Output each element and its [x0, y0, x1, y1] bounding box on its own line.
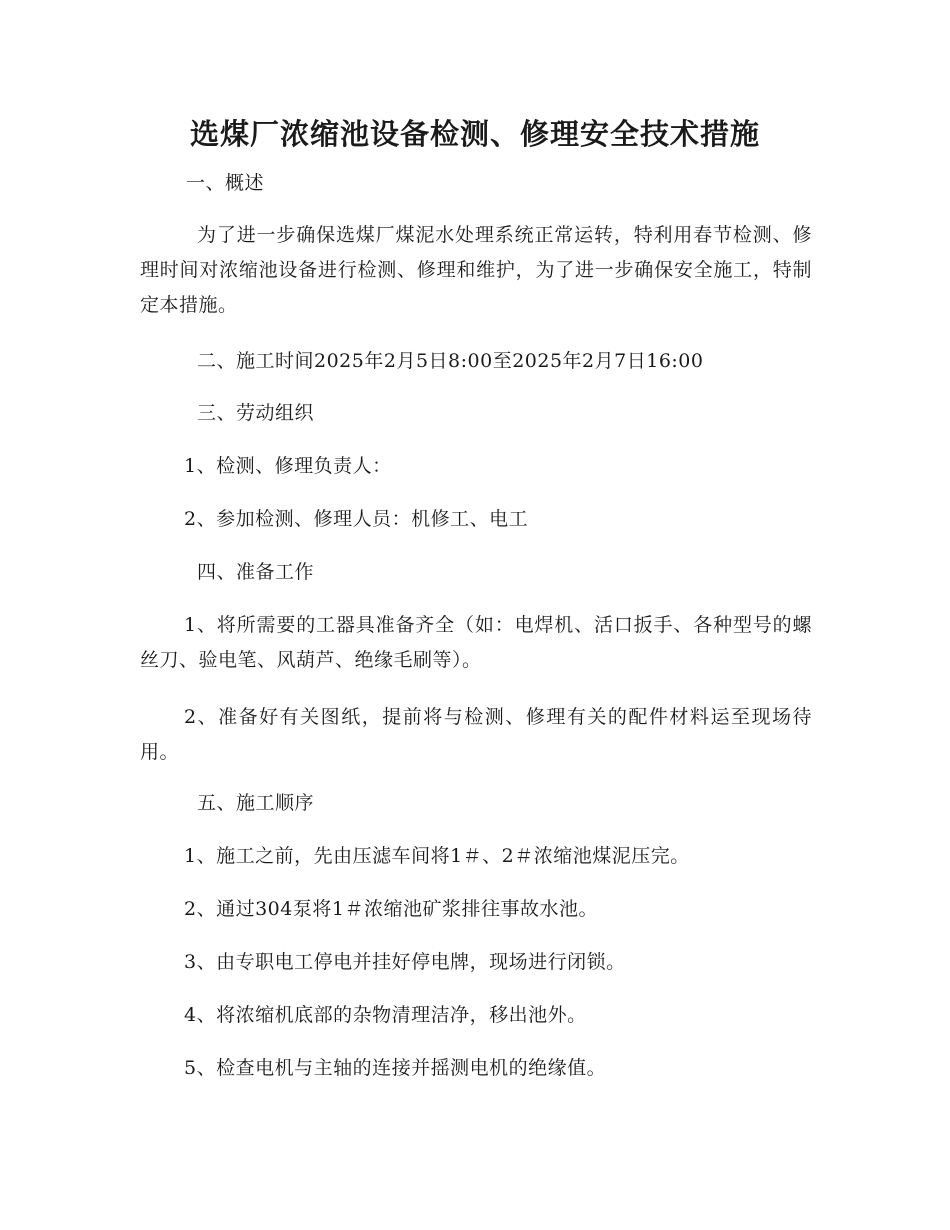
- sequence-item-4: 4、将浓缩机底部的杂物清理洁净，移出池外。: [184, 1004, 587, 1026]
- section-heading-preparation: 四、准备工作: [197, 561, 315, 583]
- labor-item-2: 2、参加检测、修理人员：机修工、电工: [184, 508, 529, 530]
- sequence-item-1: 1、施工之前，先由压滤车间将1＃、2＃浓缩池煤泥压完。: [184, 845, 690, 867]
- section-heading-overview: 一、概述: [186, 172, 265, 194]
- sequence-item-5: 5、检查电机与主轴的连接并摇测电机的绝缘值。: [184, 1057, 607, 1079]
- labor-item-1: 1、检测、修理负责人：: [184, 455, 392, 477]
- section-heading-labor: 三、劳动组织: [197, 402, 315, 424]
- section-heading-sequence: 五、施工顺序: [197, 792, 315, 814]
- preparation-item-2: 2、准备好有关图纸，提前将与检测、修理有关的配件材料运至现场待用。: [140, 706, 812, 763]
- overview-paragraph: 为了进一步确保选煤厂煤泥水处理系统正常运转，特利用春节检测、修理时间对浓缩池设备进行检测、修理和维护，为了进一步确保安全施工，特制定本措施。: [140, 224, 812, 316]
- preparation-item-1: 1、将所需要的工器具准备齐全（如：电焊机、活口扳手、各种型号的螺丝刀、验电笔、风葫芦、绝缘毛刷等）。: [140, 614, 812, 671]
- sequence-item-3: 3、由专职电工停电并挂好停电牌，现场进行闭锁。: [184, 951, 626, 973]
- section-heading-schedule: 二、施工时间2025年2月5日8:00至2025年2月7日16:00: [197, 350, 704, 372]
- document-title: 选煤厂浓缩池设备检测、修理安全技术措施: [189, 117, 760, 151]
- sequence-item-2: 2、通过304泵将1＃浓缩池矿浆排往事故水池。: [184, 898, 598, 920]
